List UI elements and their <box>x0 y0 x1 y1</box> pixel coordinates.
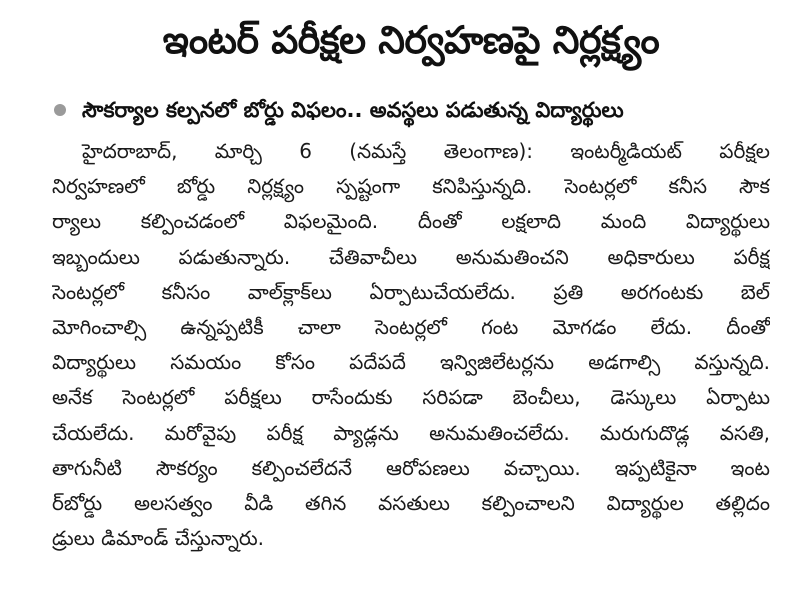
body-line: సెంటర్లలో కనీసం వాల్‌క్లాక్‌లు ఏర్పాటుచేయలేదు. ప్రతి అరగంటకు బెల్ <box>52 279 770 304</box>
headline: ఇంటర్ పరీక్షల నిర్వహణపై నిర్లక్ష్యం <box>162 18 660 62</box>
body-line: చేయలేదు. మరోవైపు పరీక్ష ప్యాడ్లను అనుమతించలేదు. మరుగుదొడ్ల వసతి, <box>52 420 770 445</box>
body-line: మోగించాల్సి ఉన్నప్పటికీ చాలా సెంటర్లలో గంట మోగడం లేదు. దీంతో <box>52 314 770 339</box>
article-body <box>52 134 770 556</box>
subheading-text: సౌకర్యాల కల్పనలో బోర్డు విఫలం.. అవస్థలు పడుతున్న విద్యార్థులు <box>82 98 624 122</box>
body-line: తాగునీటి సౌకర్యం కల్పించలేదనే ఆరోపణలు వచ్చాయి. ఇప్పటికైనా ఇంట <box>52 455 770 480</box>
body-line: నిర్వహణలో బోర్డు నిర్లక్ష్యం స్పష్టంగా కనిపిస్తున్నది. సెంటర్లలో కనీస సౌక <box>52 174 770 199</box>
body-line: ఇబ్బందులు పడుతున్నారు. చేతివాచీలు అనుమతించని అధికారులు పరీక్ష <box>52 244 770 269</box>
subheading <box>52 92 770 128</box>
body-line: విద్యార్థులు సమయం కోసం పదేపదే ఇన్విజిలేటర్లను అడగాల్సి వస్తున్నది. <box>52 350 770 375</box>
body-line: ర్యాలు కల్పించడంలో విఫలమైంది. దీంతో లక్షలాది మంది విద్యార్థులు <box>52 209 770 234</box>
body-line: ర్‌బోర్డు అలసత్వం వీడి తగిన వసతులు కల్పించాలని విద్యార్థుల తల్లిదం <box>52 490 770 515</box>
bullet-dot-icon <box>54 104 66 116</box>
body-line: అనేక సెంటర్లలో పరీక్షలు రాసేందుకు సరిపడా బెంచీలు, డెస్కులు ఏర్పాటు <box>52 385 770 410</box>
body-line: హైదరాబాద్, మార్చి 6 (నమస్తే తెలంగాణ): ఇంటర్మీడియట్ పరీక్షల <box>82 139 770 163</box>
body-line: డ్రులు డిమాండ్ చేస్తున్నారు. <box>52 526 265 551</box>
